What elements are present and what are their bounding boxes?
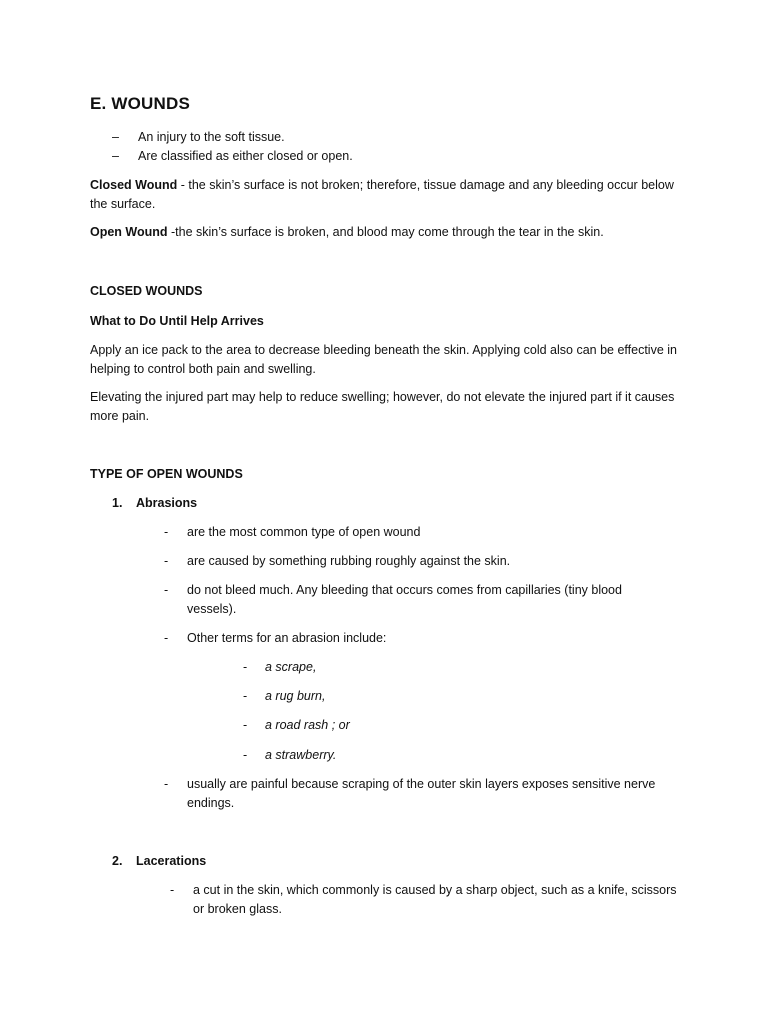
open-wound-definition (90, 223, 690, 242)
other-term (243, 746, 543, 765)
other-term-text: a road rash ; or (265, 718, 350, 732)
dash-marker: – (112, 149, 119, 163)
abrasion-point (164, 775, 664, 813)
open-wound-text: -the skin’s surface is broken, and blood may come through the tear in the skin. (167, 225, 604, 239)
numbered-item-lacerations (112, 852, 206, 871)
open-wound-term: Open Wound (90, 225, 168, 239)
intro-item-text: Are classified as either closed or open. (138, 149, 353, 163)
bullet-marker: - (243, 748, 248, 762)
item-label: Lacerations (136, 854, 207, 868)
closed-wounds-paragraph: Apply an ice pack to the area to decrease bleeding beneath the skin. Applying cold also can be effective in helping to control both pain and swelling. (90, 343, 677, 376)
bullet-marker: - (164, 525, 169, 539)
item-number: 1. (112, 496, 123, 510)
bullet-marker: - (164, 554, 169, 568)
other-term-text: a rug burn, (265, 689, 326, 703)
bullet-marker: - (243, 718, 248, 732)
abrasion-point-text: are caused by something rubbing roughly against the skin. (187, 554, 511, 568)
other-term (243, 687, 543, 706)
item-label: Abrasions (136, 496, 198, 510)
closed-wound-text: - the skin’s surface is not broken; therefore, tissue damage and any bleeding occur below the surface. (90, 178, 674, 211)
open-wounds-heading: TYPE OF OPEN WOUNDS (90, 467, 243, 481)
bullet-marker: - (164, 583, 169, 597)
closed-wounds-paragraph: Elevating the injured part may help to reduce swelling; however, do not elevate the injured part if it causes more pain. (90, 390, 675, 423)
other-term (243, 658, 543, 677)
abrasion-point-text: are the most common type of open wound (187, 525, 421, 539)
other-term (243, 716, 543, 735)
laceration-point (170, 881, 685, 919)
abrasion-point (164, 629, 684, 648)
bullet-marker: - (164, 631, 169, 645)
numbered-item-abrasions (112, 494, 197, 513)
abrasion-point-text: do not bleed much. Any bleeding that occurs comes from capillaries (tiny blood vessels). (187, 583, 622, 616)
other-term-text: a strawberry. (265, 748, 337, 762)
intro-item-text: An injury to the soft tissue. (138, 130, 285, 144)
what-to-do-heading: What to Do Until Help Arrives (90, 314, 264, 328)
intro-item (112, 147, 353, 166)
other-term-text: a scrape, (265, 660, 317, 674)
page-title: E. WOUNDS (90, 94, 191, 113)
closed-wounds-heading: CLOSED WOUNDS (90, 284, 203, 298)
bullet-marker: - (243, 689, 248, 703)
abrasion-point-text: Other terms for an abrasion include: (187, 631, 387, 645)
bullet-marker: - (164, 777, 169, 791)
abrasion-point (164, 523, 684, 542)
closed-wound-definition (90, 176, 690, 214)
item-number: 2. (112, 854, 123, 868)
abrasion-point (164, 552, 684, 571)
abrasion-point (164, 581, 634, 619)
abrasion-point-text: usually are painful because scraping of the outer skin layers exposes sensitive nerve endings. (187, 777, 656, 810)
intro-item (112, 128, 285, 147)
laceration-point-text: a cut in the skin, which commonly is caused by a sharp object, such as a knife, scissors or broken glass. (193, 883, 677, 916)
bullet-marker: - (170, 883, 175, 897)
bullet-marker: - (243, 660, 248, 674)
dash-marker: – (112, 130, 119, 144)
closed-wound-term: Closed Wound (90, 178, 178, 192)
